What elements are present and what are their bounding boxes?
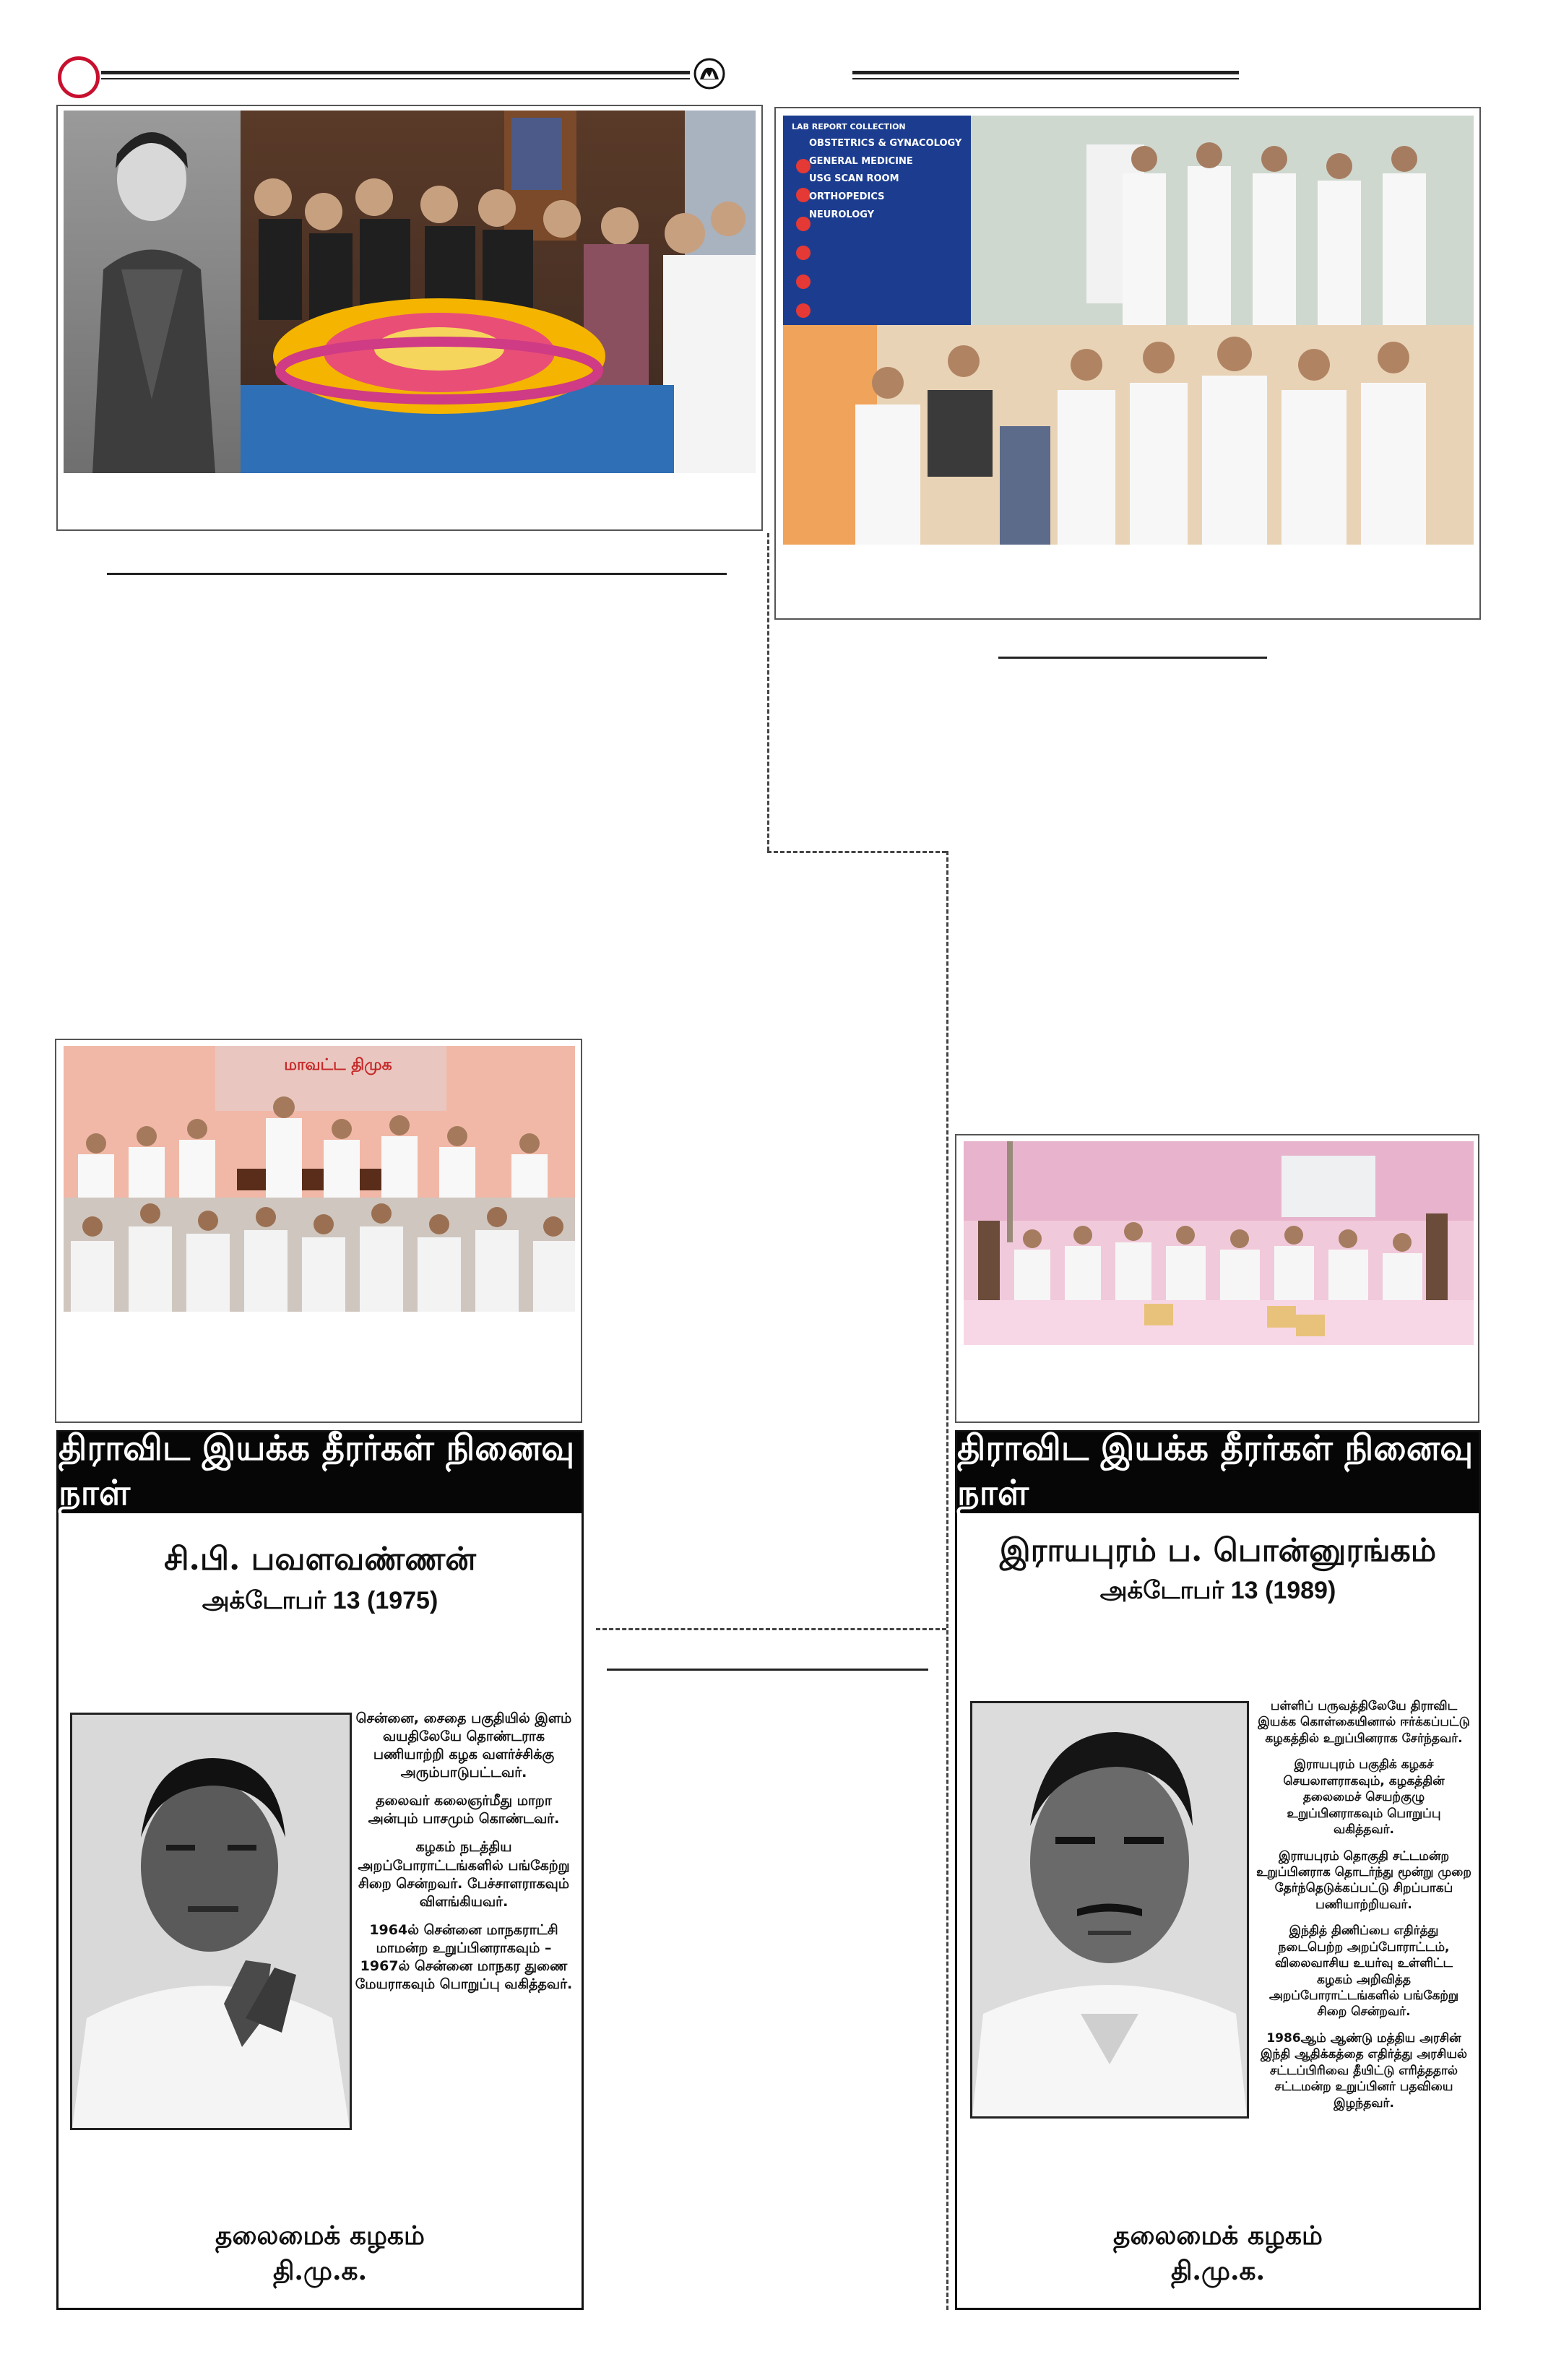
bio-paragraph: 1964ல் சென்னை மாநகராட்சி மாமன்ற உறுப்பினராகவும் – 1967ல் சென்னை மாநகர துணை மேயராகவும் பொறுப்பு வகித்தவர். xyxy=(355,1921,573,1993)
memorial-bio xyxy=(1256,1698,1471,2121)
mid-left-photo-frame xyxy=(55,1039,582,1423)
memorial-header: திராவிட இயக்க தீரர்கள் நினைவு நாள் xyxy=(957,1432,1479,1513)
top-left-caption-rule xyxy=(107,573,727,575)
header-rule-left xyxy=(101,71,690,74)
footer-line-1: தலைமைக் கழகம் xyxy=(1113,2220,1323,2251)
hospital-sign xyxy=(792,120,965,322)
bio-paragraph: இராயபுரம் தொகுதி சட்டமன்ற உறுப்பினராக தொடர்ந்து மூன்று முறை தேர்ந்தெடுக்கப்பட்டு சிறப்பாகப் பணியாற்றியவர். xyxy=(1256,1848,1471,1912)
mid-right-photo-frame xyxy=(955,1134,1479,1423)
rising-sun-emblem-icon xyxy=(693,58,725,90)
column-divider-lower xyxy=(946,851,948,2310)
top-left-photo xyxy=(64,111,756,473)
memorial-notice-left xyxy=(56,1430,584,2310)
hospital-sign-item: ORTHOPEDICS xyxy=(809,191,885,202)
footer-line-2: தி.மு.க. xyxy=(272,2255,368,2286)
bio-paragraph: தலைவர் கலைஞர்மீது மாறா அன்பும் பாசமும் கொண்டவர். xyxy=(368,1793,560,1827)
memorial-bio xyxy=(355,1710,573,2004)
bio-paragraph: பள்ளிப் பருவத்திலேயே திராவிட இயக்க கொள்கையினால் ஈர்க்கப்பட்டு கழகத்தில் உறுப்பினராக சேர்ந்தவர். xyxy=(1258,1699,1470,1746)
column-divider-jog xyxy=(767,851,946,853)
memorial-date: அக்டோபர் 13 (1975) xyxy=(202,1587,438,1614)
hospital-sign-item: GENERAL MEDICINE xyxy=(809,155,913,167)
mid-left-photo xyxy=(64,1046,575,1312)
header-rule-right xyxy=(852,71,1239,74)
header-rule-right-thin xyxy=(852,78,1239,79)
hospital-sign-item: OBSTETRICS & GYNACOLOGY xyxy=(809,137,962,149)
hospital-sign-item: USG SCAN ROOM xyxy=(809,173,899,185)
top-right-photo-frame xyxy=(774,107,1481,620)
bio-paragraph: இந்தித் திணிப்பை எதிர்த்து நடைபெற்ற அறப்போராட்டம், விலைவாசிய உயர்வு உள்ளிட்ட கழகம் அறிவித்த அறப்போராட்டங்களில் பங்கேற்று சிறை சென்றவர். xyxy=(1268,1924,1459,2020)
header-rule-left-thin xyxy=(101,78,690,79)
hospital-sign-item: NEUROLOGY xyxy=(809,209,875,220)
memorial-footer xyxy=(59,2218,582,2288)
bio-paragraph: சென்னை, சைதை பகுதியில் இளம் வயதிலேயே தொண்டராக பணியாற்றி கழக வளர்ச்சிக்கு அரும்பாடுபட்டவர். xyxy=(355,1710,572,1781)
memorial-notice-right xyxy=(955,1430,1481,2310)
memorial-footer xyxy=(957,2218,1479,2288)
portrait-photo xyxy=(70,1713,352,2130)
mid-left-banner-text: மாவட்ட திமுக xyxy=(284,1056,392,1074)
mid-right-photo xyxy=(964,1141,1474,1345)
hospital-sign-title: LAB REPORT COLLECTION xyxy=(792,122,906,131)
page-number-badge xyxy=(58,56,100,98)
memorial-person-name: சி.பி. பவளவண்ணன் xyxy=(164,1541,476,1578)
center-divider-horizontal xyxy=(596,1628,946,1630)
top-right-caption-rule xyxy=(998,657,1267,659)
top-left-photo-frame xyxy=(56,105,763,531)
center-caption-rule xyxy=(607,1669,928,1671)
bio-paragraph: கழகம் நடத்திய அறப்போராட்டங்களில் பங்கேற்று சிறை சென்றவர். பேச்சாளராகவும் விளங்கியவர். xyxy=(358,1839,570,1910)
column-divider-upper xyxy=(767,533,769,851)
portrait-photo xyxy=(970,1701,1249,2119)
footer-line-1: தலைமைக் கழகம் xyxy=(215,2220,425,2251)
footer-line-2: தி.மு.க. xyxy=(1170,2255,1266,2286)
bio-paragraph: இராயபுரம் பகுதிக் கழகச் செயலாளராகவும், கழகத்தின் தலைமைச் செயற்குழு உறுப்பினராகவும் பொறுப்பு வகித்தவர். xyxy=(1283,1757,1445,1838)
memorial-person-name: இராயபுரம் ப. பொன்னுரங்கம் xyxy=(999,1532,1437,1569)
memorial-date: அக்டோபர் 13 (1989) xyxy=(1099,1577,1336,1604)
memorial-header: திராவிட இயக்க தீரர்கள் நினைவு நாள் xyxy=(59,1432,582,1513)
bio-paragraph: 1986ஆம் ஆண்டு மத்திய அரசின் இந்தி ஆதிக்கத்தை எதிர்த்து அரசியல் சட்டப்பிரிவை தீயிட்டு எரித்ததால் சட்டமன்ற உறுப்பினர் பதவியை இழந்தவர். xyxy=(1260,2030,1468,2111)
